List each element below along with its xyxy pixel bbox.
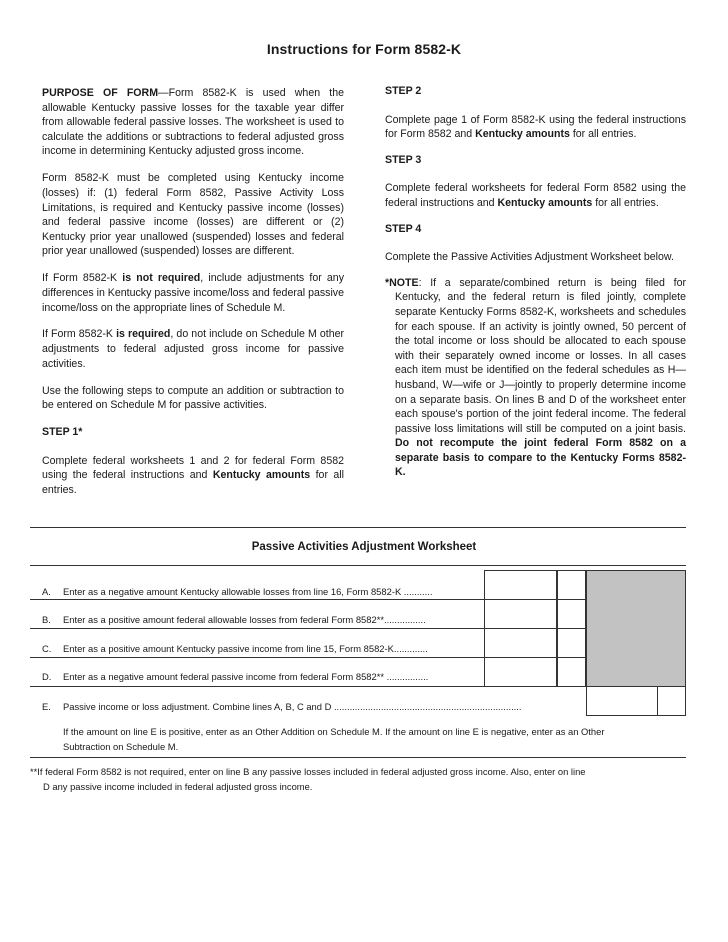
line-e-amount-field[interactable] (586, 686, 658, 716)
step4-text: Complete the Passive Activities Adjustment Worksheet below. (385, 251, 674, 264)
requirements-paragraph: Form 8582-K must be completed using Kentucky income (losses) if: (1) federal Form 8582, Passive Activity Loss Limitations, is required and Kentucky passive income (losses) and federal passive income (losses) are different or (2) Kentucky prior year unallowed (suspended) losses and federal prior year unallowed (suspended) losses are different. (42, 172, 344, 258)
line-d-cents-field[interactable] (557, 657, 586, 687)
steps-intro-paragraph: Use the following steps to compute an addition or subtraction to be entered on Schedule M for passive activities. (42, 384, 344, 412)
line-e-instructions: If the amount on line E is positive, enter as an Other Addition on Schedule M. If the amount on line E is negative, enter as an Other Subtraction on Schedule M. (63, 726, 605, 752)
step2-text (385, 113, 686, 142)
line-text: Enter as a positive amount Kentucky passive income from line 15, Form 8582-K............. (63, 643, 428, 654)
worksheet-line-a (42, 586, 432, 597)
worksheet-top-rule (30, 565, 686, 566)
emphasis: is required (116, 328, 171, 341)
note-paragraph (385, 276, 686, 480)
line-c-cents-field[interactable] (557, 628, 586, 658)
line-text: Enter as a positive amount federal allowable losses from federal Form 8582**................ (63, 614, 426, 625)
line-separator (30, 599, 484, 600)
worksheet-title: Passive Activities Adjustment Worksheet (251, 541, 477, 553)
required-paragraph (42, 327, 344, 371)
footnote-line-2: D any passive income included in federal adjusted gross income. (43, 781, 313, 792)
text-run: for all entries. (42, 469, 345, 497)
line-letter: B. (42, 614, 51, 625)
line-separator (30, 628, 484, 629)
line-e-cents-field[interactable] (657, 686, 686, 716)
text-run: If Form 8582-K (42, 272, 123, 285)
worksheet-line-d (42, 671, 428, 682)
worksheet-line-e (42, 701, 522, 712)
line-separator (30, 657, 484, 658)
right-column (385, 84, 686, 492)
line-b-amount-field[interactable] (484, 599, 557, 629)
step1-heading: STEP 1* (42, 426, 83, 439)
line-a-amount-field[interactable] (484, 570, 557, 600)
line-c-amount-field[interactable] (484, 628, 557, 658)
line-b-cents-field[interactable] (557, 599, 586, 629)
line-text: Enter as a negative amount Kentucky allowable losses from line 16, Form 8582-K ........... (63, 586, 433, 597)
emphasis: Kentucky amounts (212, 469, 311, 482)
text-run: for all entries. (592, 196, 659, 209)
note-emphasis: Do not recompute the joint federal Form 8582 on a separate basis to compare to the Kentucky Forms 8582-K. (395, 437, 686, 479)
step4-heading: STEP 4 (385, 222, 422, 235)
note-text: : If a separate/combined return is being filed for Kentucky, and the federal return is filed jointly, complete separate Kentucky Forms 8582-K, worksheets and schedules for each spouse. If an activity is jointly owned, 50 percent of the total income or loss should be allocated to each spouse with their separately owned income or losses. In all cases each item must be identified on the federal schedules as H—husband, W—wife or J—jointly to properly determine income on a separate basis. On lines B and D of the worksheet enter each spouse's portion of the joint federal income. The federal passive loss limitations will still be computed on a joint basis. (395, 276, 686, 435)
step2-heading: STEP 2 (385, 85, 422, 97)
emphasis: is not required (122, 272, 201, 285)
text-run: Complete federal worksheets 1 and 2 for federal Form 8582 using the federal instructions and (42, 454, 344, 482)
worksheet-line-b (42, 614, 426, 625)
line-letter: E. (42, 701, 51, 712)
emphasis: Kentucky amounts (475, 128, 570, 141)
footnote (30, 764, 690, 794)
step1-text (42, 454, 344, 498)
text-run: If Form 8582-K (42, 328, 117, 341)
text-run: Complete federal worksheets for federal Form 8582 using the federal instructions and (385, 182, 686, 209)
step3-text (385, 181, 686, 210)
step3-heading: STEP 3 (385, 153, 422, 166)
section-divider (30, 527, 686, 528)
line-a-cents-field[interactable] (557, 570, 586, 600)
shaded-area (586, 570, 686, 687)
line-letter: D. (42, 671, 52, 682)
note-label: *NOTE (385, 276, 419, 289)
text-run: , do not include on Schedule M other adjustments to federal adjusted gross income for passive activities. (42, 328, 345, 370)
text-run: for all entries. (569, 128, 637, 141)
footnote-line-1: **If federal Form 8582 is not required, enter on line B any passive losses included in federal adjusted gross income. Also, enter on line (30, 766, 586, 777)
line-d-amount-field[interactable] (484, 657, 557, 687)
page-title: Instructions for Form 8582-K (266, 41, 462, 57)
text-run: Complete page 1 of Form 8582-K using the federal instructions for Form 8582 and (385, 113, 686, 141)
line-text: Passive income or loss adjustment. Combine lines A, B, C and D ........................................................................ (63, 701, 522, 712)
not-required-paragraph (42, 271, 344, 315)
purpose-text: —Form 8582-K is used when the allowable Kentucky passive losses for the taxable year differ from allowable federal passive losses. The worksheet is used to calculate the additions or subtractions to federal adjusted gross income in determining Kentucky adjusted gross income. (42, 87, 344, 158)
purpose-heading: PURPOSE OF FORM (42, 87, 159, 99)
line-separator (30, 686, 484, 687)
line-letter: C. (42, 643, 52, 654)
line-letter: A. (42, 586, 51, 597)
emphasis: Kentucky amounts (497, 196, 593, 209)
line-text: Enter as a negative amount federal passive income from federal Form 8582** ................ (63, 671, 429, 682)
purpose-paragraph (42, 86, 344, 159)
footnote-rule (30, 757, 686, 758)
text-run: , include adjustments for any differences in Kentucky passive income/loss and federal passive income/loss on the appropriate lines of Schedule M. (42, 272, 344, 314)
worksheet-line-c (42, 643, 428, 654)
left-column (42, 86, 344, 510)
